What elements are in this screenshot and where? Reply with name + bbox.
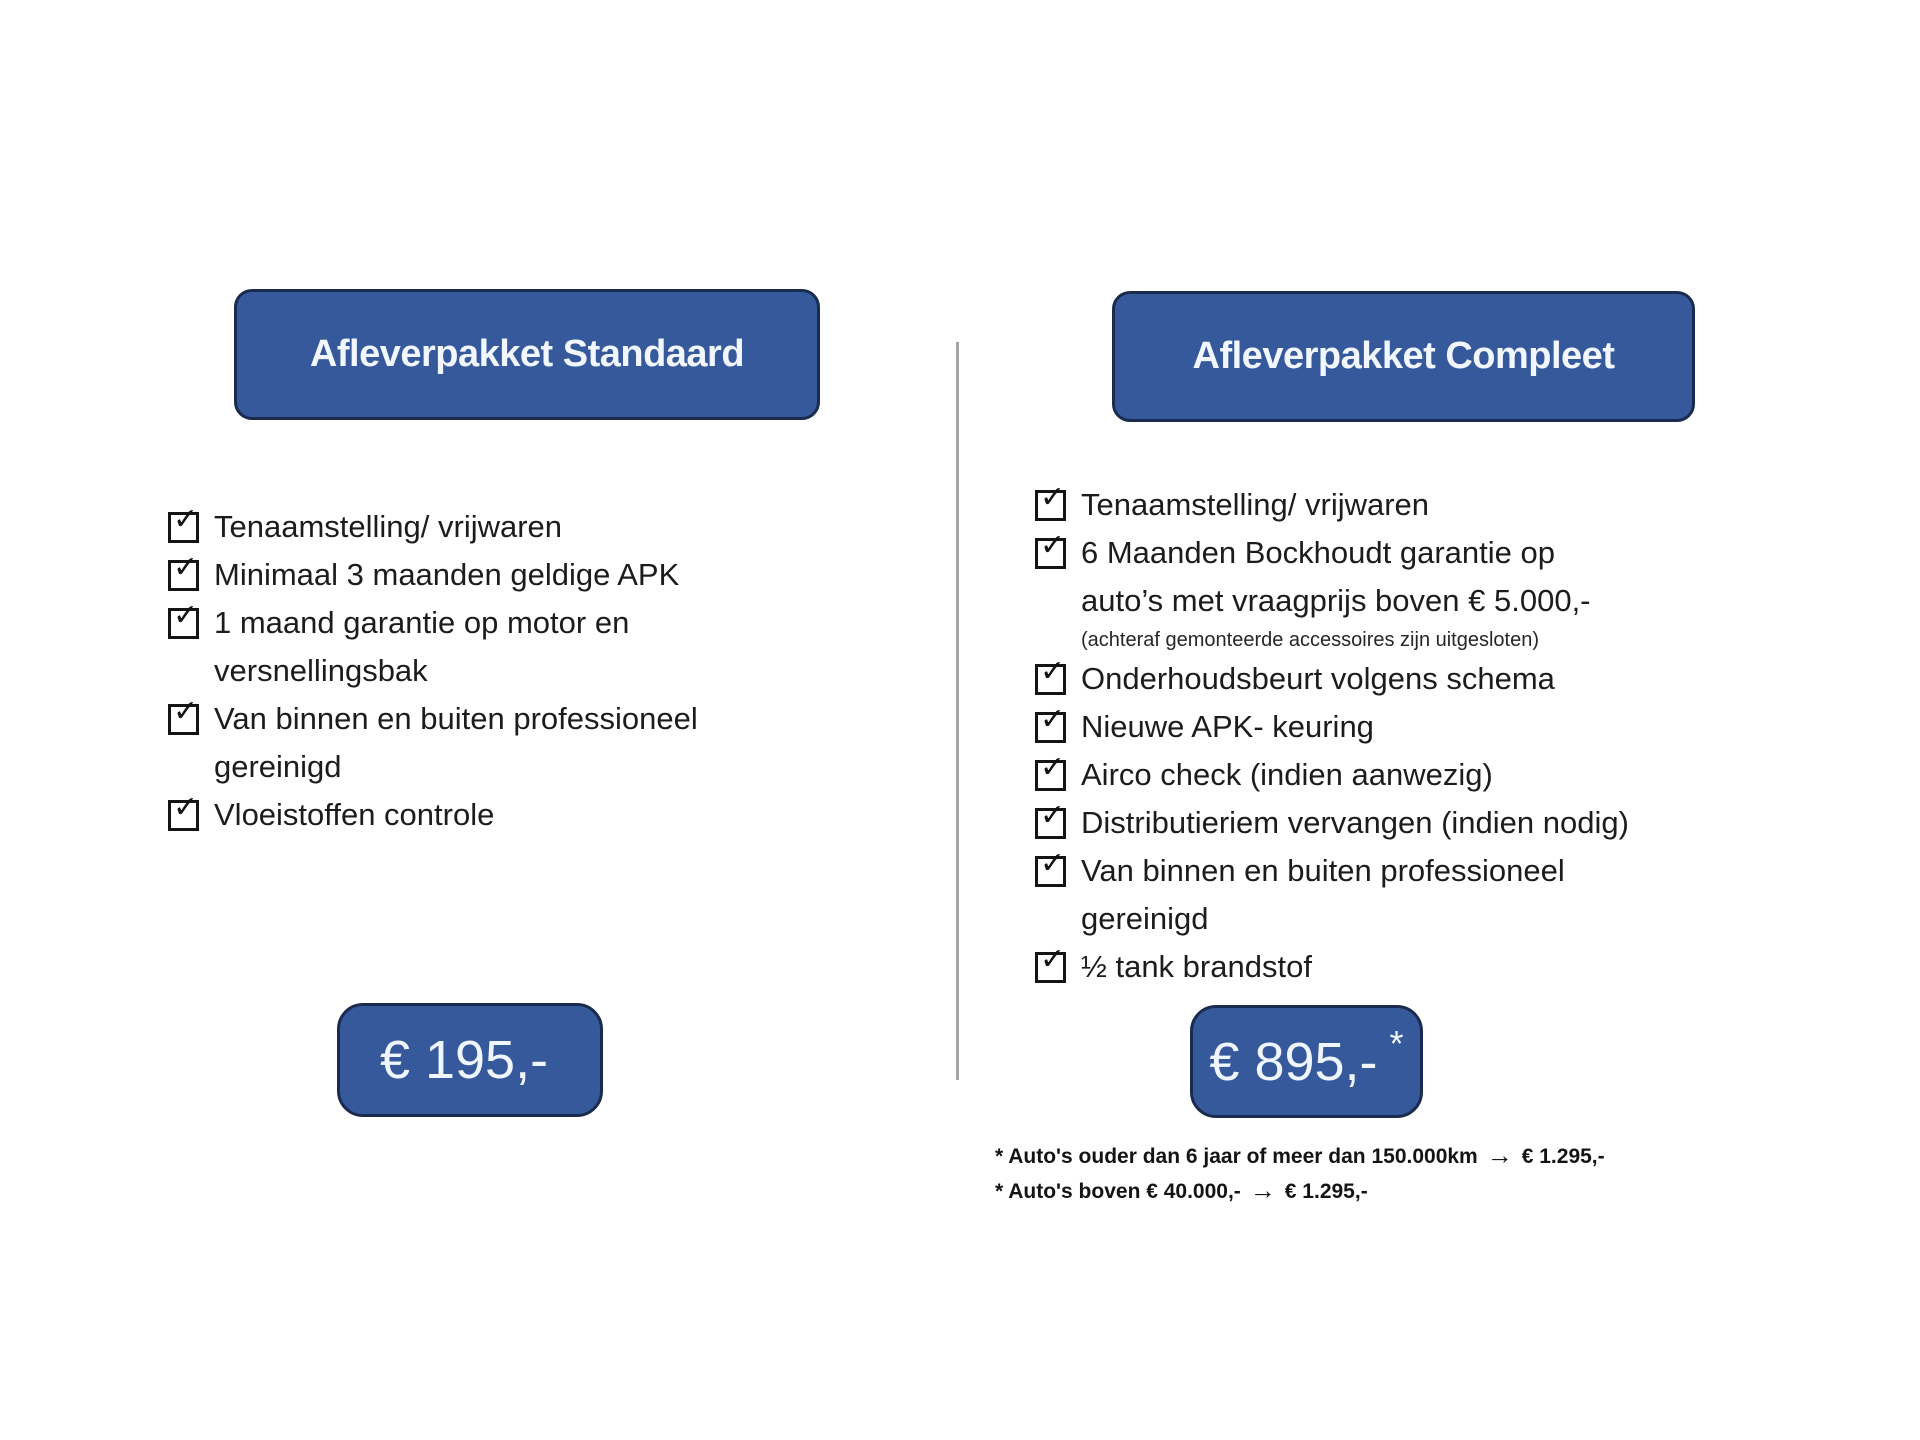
item-text: Van binnen en buiten professioneel [1081, 853, 1565, 888]
item-text: Tenaamstelling/ vrijwaren [214, 509, 563, 544]
item-text: Tenaamstelling/ vrijwaren [1081, 487, 1430, 522]
checklist-item [168, 551, 698, 599]
checked-checkbox-icon [1035, 481, 1066, 521]
standard-price-box [337, 1003, 603, 1117]
item-subnote: (achteraf gemonteerde accessoires zijn uitgesloten) [1081, 629, 1540, 651]
check-icon: ✓ [173, 695, 199, 728]
check-icon: ✓ [1040, 481, 1066, 514]
checked-checkbox-icon [1035, 751, 1066, 791]
item-text: Vloeistoffen controle [214, 797, 495, 832]
checklist-item [168, 503, 698, 551]
standard-package-header [234, 289, 820, 420]
footnote-line [995, 1173, 1605, 1208]
check-icon: ✓ [1040, 703, 1066, 736]
check-icon: ✓ [1040, 529, 1066, 562]
item-text: ½ tank brandstof [1081, 949, 1312, 984]
item-text: gereinigd [214, 749, 342, 784]
item-text: versnellingsbak [214, 653, 428, 688]
item-text: Airco check (indien aanwezig) [1081, 757, 1493, 792]
complete-price-box [1190, 1005, 1423, 1118]
checklist-item [1035, 751, 1629, 799]
footnote-result: € 1.295,- [1521, 1145, 1605, 1168]
column-divider [956, 342, 959, 1080]
checked-checkbox-icon [168, 503, 199, 543]
checklist-item [168, 695, 698, 791]
checklist-item [1035, 703, 1629, 751]
checklist-item [168, 791, 698, 839]
footnote-text: * Auto's ouder dan 6 jaar of meer dan 150.000km [995, 1145, 1478, 1168]
complete-package-title: Afleverpakket Compleet [1192, 335, 1615, 377]
footnotes [995, 1138, 1605, 1208]
check-icon: ✓ [173, 551, 199, 584]
check-icon: ✓ [1040, 751, 1066, 784]
item-text: Distributieriem vervangen (indien nodig) [1081, 805, 1629, 840]
item-text: Van binnen en buiten professioneel [214, 701, 698, 736]
check-icon: ✓ [173, 503, 199, 536]
item-text: Onderhoudsbeurt volgens schema [1081, 661, 1555, 696]
checklist-item [1035, 799, 1629, 847]
checked-checkbox-icon [168, 791, 199, 831]
complete-price: € 895,- [1209, 1031, 1378, 1092]
checklist-item [168, 599, 698, 695]
checked-checkbox-icon [1035, 799, 1066, 839]
item-text: auto’s met vraagprijs boven € 5.000,- [1081, 583, 1591, 618]
checklist-item [1035, 655, 1629, 703]
checked-checkbox-icon [1035, 943, 1066, 983]
right-arrow-icon: → [1249, 1175, 1276, 1205]
check-icon: ✓ [1040, 655, 1066, 688]
standard-price: € 195,- [379, 1030, 549, 1090]
footnote-result: € 1.295,- [1284, 1180, 1368, 1203]
item-text: gereinigd [1081, 901, 1209, 936]
checklist-item [1035, 847, 1629, 943]
checked-checkbox-icon [168, 551, 199, 591]
item-text: Nieuwe APK- keuring [1081, 709, 1374, 744]
checklist-item [1035, 481, 1629, 529]
complete-price-asterisk: * [1389, 1022, 1404, 1064]
checked-checkbox-icon [1035, 703, 1066, 743]
item-text: 1 maand garantie op motor en [214, 605, 630, 640]
item-text: 6 Maanden Bockhoudt garantie op [1081, 535, 1555, 570]
check-icon: ✓ [1040, 847, 1066, 880]
complete-package-header [1112, 291, 1695, 422]
footnote-line [995, 1138, 1605, 1173]
checked-checkbox-icon [168, 695, 199, 735]
checklist-item [1035, 529, 1629, 655]
standard-package-title: Afleverpakket Standaard [309, 333, 745, 375]
check-icon: ✓ [173, 791, 199, 824]
checked-checkbox-icon [1035, 529, 1066, 569]
standard-checklist [168, 503, 698, 839]
complete-checklist [1035, 481, 1629, 991]
right-arrow-icon: → [1486, 1140, 1513, 1170]
check-icon: ✓ [1040, 799, 1066, 832]
checklist-item [1035, 943, 1629, 991]
check-icon: ✓ [173, 599, 199, 632]
checked-checkbox-icon [1035, 847, 1066, 887]
checked-checkbox-icon [1035, 655, 1066, 695]
item-text: Minimaal 3 maanden geldige APK [214, 557, 680, 592]
check-icon: ✓ [1040, 943, 1066, 976]
checked-checkbox-icon [168, 599, 199, 639]
footnote-text: * Auto's boven € 40.000,- [995, 1180, 1241, 1203]
